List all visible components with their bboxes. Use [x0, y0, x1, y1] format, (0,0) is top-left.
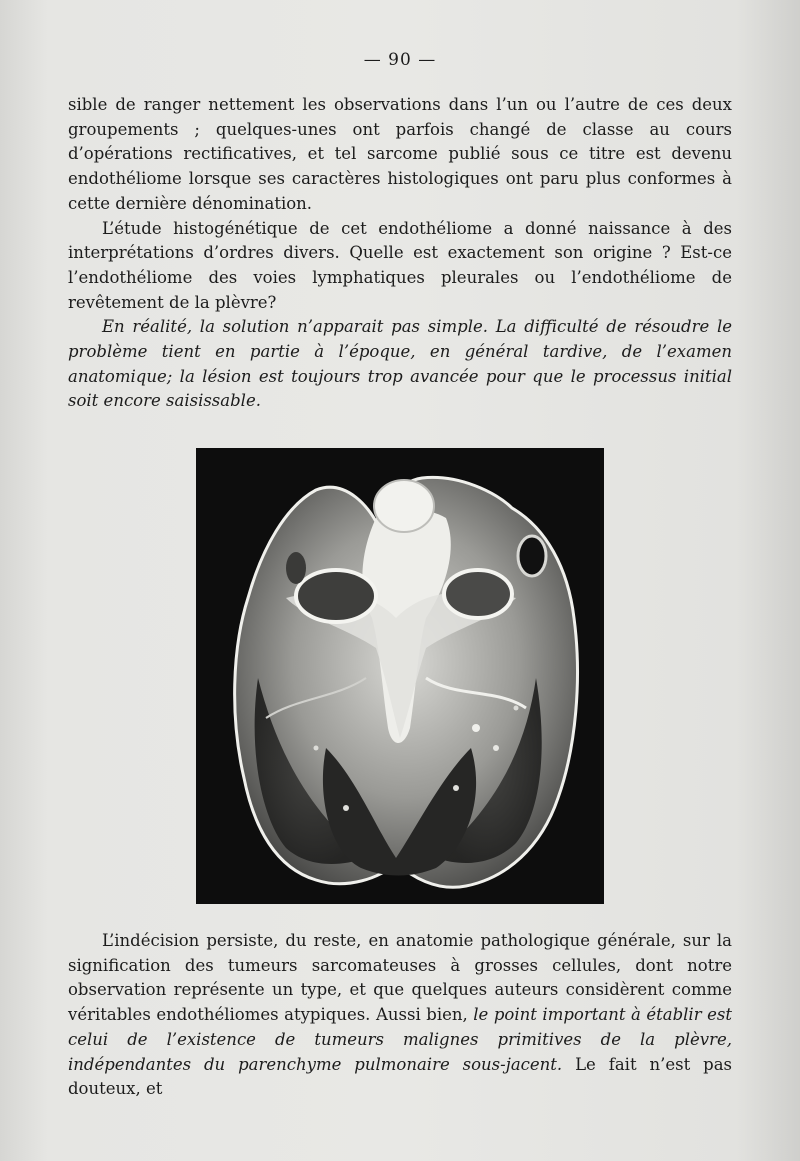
paragraph-4-roman: L’indécision persiste, du reste, en anatomie pathologique générale, sur la signification des tumeurs sarcomateuses à grosses cellules, dont notre observation représente un type, et que quelques auteurs considèrent comme véritables endothéliomes atypiques. Aussi bien, [68, 931, 732, 1025]
paragraph-1: sible de ranger nettement les observations dans l’un ou l’autre de ces deux groupements ; quelques-unes ont parfois changé de classe au cours d’opérations rectificatives, et tel sarcome publié sous ce titre est devenu endothéliome lorsque ses caractères histologiques ont paru plus conformes à cette dernière dénomination. [68, 95, 732, 213]
top-text-block [68, 93, 732, 414]
bottom-text-block [68, 929, 732, 1102]
paragraph-2: L’étude histogénétique de cet endothéliome a donné naissance à des interprétations d’ordres divers. Quelle est exactement son origine ? Est-ce l’endothéliome des voies lymphatiques pleurales ou l’endothéliome de revêtement de la plèvre? [68, 218, 732, 312]
specimen-photograph [196, 448, 604, 904]
paragraph-4 [68, 929, 732, 1102]
paragraph-4-italic: le point important à établir est celui de l’existence de tumeurs malignes primitives de la plèvre, indépendantes du parenchyme pulmonaire sous-jacent. [68, 1005, 732, 1074]
specimen-image [196, 448, 604, 904]
paragraph-3-italic: En réalité, la solution n’apparait pas simple. La difficulté de résoudre le problème tient en partie à l’époque, en général tardive, de l’examen anatomique; la lésion est toujours trop avancée pour que le processus initial soit encore saisissable. [68, 317, 732, 411]
page-number: — 90 — [363, 50, 437, 70]
paragraph-4-roman-end: Le fait n’est pas douteux, et [68, 1054, 732, 1099]
